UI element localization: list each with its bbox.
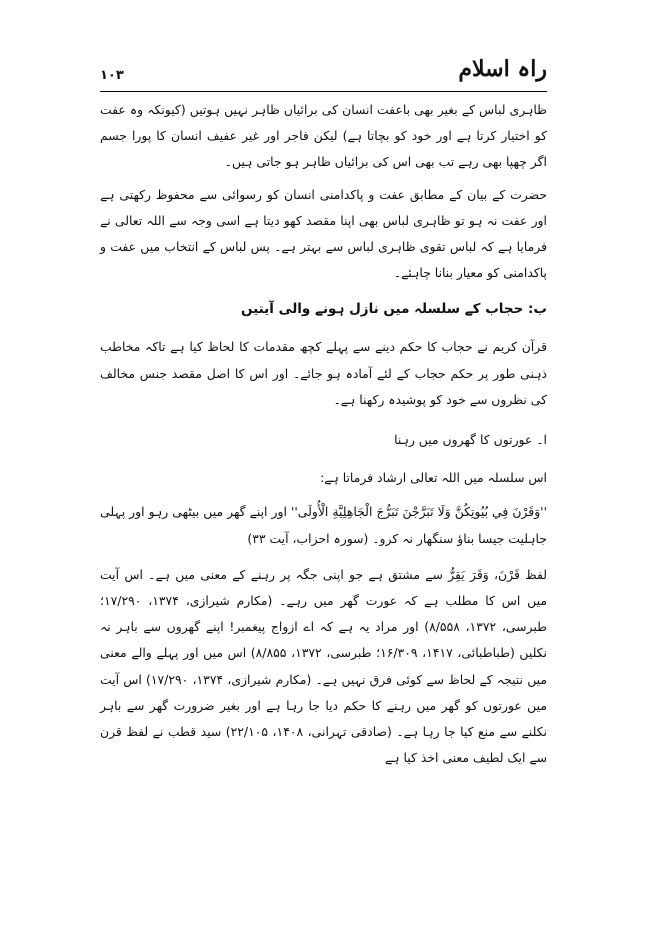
intro-line: اس سلسلہ میں اللہ تعالی ارشاد فرماتا ہے: [320,470,547,486]
page-number: ۱۰۳ [100,68,124,83]
header-rule [100,91,547,92]
paragraph-3: قرآن کریم نے حجاب کا حکم دینے سے پہلے کچھ مقدمات کا لحاظ کیا ہے تاکہ مخاطب ذہنی طور پر حکم حجاب کے لئے آمادہ ہو جائے۔ اور اس کا اصل مقصد جنس مخالف کی نظروں سے خود کو پوشیدہ رکھنا ہے۔ [100,339,547,407]
quran-verse: ''وَقَرْنَ فِي بُيُوتِكُنَّ وَلَا تَبَرَّجْنَ تَبَرُّجَ الْجَاهِلِيَّةِ الْأُولَى'' اور اپنے گھر میں بیٹھی رہو اور پہلی جاہلیت جیسا بناؤ سنگھار نہ کرو۔ (سورہ احزاب، آیت ۳۳) [100,504,547,546]
page-header [100,56,547,90]
paragraph-2: حضرت کے بیان کے مطابق عفت و پاکدامنی انسان کو رسوائی سے محفوظ رکھتی ہے اور عفت نہ ہو تو ظاہری لباس بھی اپنا مقصد کھو دیتا ہے اسی وجہ سے اللہ تعالی نے فرمایا ہے کہ لباس تقوی ظاہری لباس سے بہتر ہے۔ پس لباس کے انتخاب میں عفت و پاکدامنی کو معیار بنانا چاہئے۔ [100,186,547,281]
paragraph-1: ظاہری لباس کے بغیر بھی باعفت انسان کی برائیاں ظاہر نہیں ہوتیں (کیونکہ وہ عفت کو اختیار کرتا ہے اور خود کو بچاتا ہے) لیکن فاجر اور غیر عفیف انسان کا پورا جسم اگر چھپا بھی رہے تب بھی اس کی برائیاں ظاہر ہو جاتی ہیں۔ [100,102,547,170]
page-body [100,97,547,771]
paragraph-5: لفظ قَرْنَ، وَقَرَ يَقِرُّ سے مشتق ہے جو اپنی جگہ پر رہنے کے معنی میں ہے۔ اس آیت میں اس کا مطلب ہے کہ عورت گھر میں رہے۔ (مکارم شیرازی، ۱۳۷۴، ۱۷/۲۹۰؛ طبرسی، ۱۳۷۲، ۸/۵۵۸) اور مراد یہ ہے کہ اے ازواج پیغمبر! اپنے گھروں سے باہر نہ نکلیں (طباطبائی، ۱۴۱۷، ۱۶/۳۰۹؛ طبرسی، ۱۳۷۲، ۸/۸۵۵) اس میں اور پہلے والے معنی میں نتیجہ کے لحاظ سے کوئی فرق نہیں ہے۔ (مکارم شیرازی، ۱۳۷۴، ۱۷/۲۹۰) اس آیت میں عورتوں کو گھر میں رہنے کا حکم دیا جا رہا ہے اور بغیر ضرورت گھر سے باہر نکلنے سے منع کیا جا رہا ہے۔ (صادقی تہرانی، ۱۴۰۸، ۲۲/۱۰۵) سید قطب نے لفظ قرن سے ایک لطیف معنی اخذ کیا ہے [100,566,548,766]
section-heading: ب: حجاب کے سلسلہ میں نازل ہونے والی آیتیں [241,301,547,318]
book-title: راہ اسلام [458,56,547,82]
subsection-title: ا۔ عورتوں کا گھروں میں رہنا [394,432,547,448]
